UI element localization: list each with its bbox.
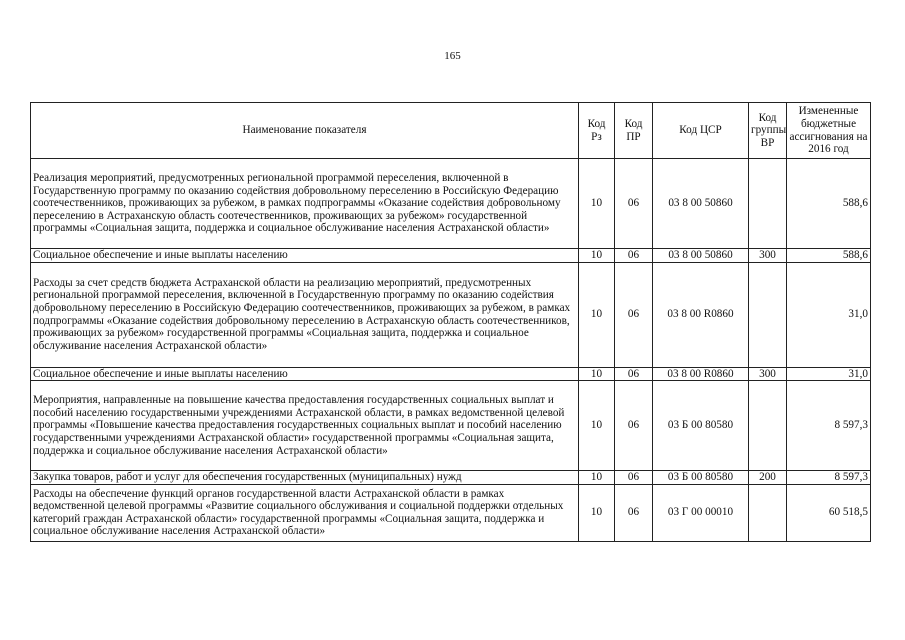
table-header-row xyxy=(31,103,871,159)
row-pr: 06 xyxy=(615,367,653,381)
row-rz: 10 xyxy=(579,381,615,471)
row-rz: 10 xyxy=(579,159,615,249)
row-sum: 8 597,3 xyxy=(787,381,871,471)
row-pr: 06 xyxy=(615,484,653,541)
table-row xyxy=(31,262,871,367)
row-pr: 06 xyxy=(615,262,653,367)
row-vr xyxy=(749,381,787,471)
row-csr: 03 Г 00 00010 xyxy=(653,484,749,541)
header-pr: Код ПР xyxy=(615,103,653,159)
table-row xyxy=(31,367,871,381)
budget-table xyxy=(30,102,871,542)
table-row xyxy=(31,381,871,471)
row-name: Реализация мероприятий, предусмотренных региональной программой переселения, включенной в Государственную программу по оказанию содействия добровольному переселению в Российскую Федерацию соотечественников, проживающих за рубежом, в рамках подпрограммы «Оказание содействия добровольному переселению в Астраханскую область соотечественников, проживающих за рубежом» государственной программы «Социальная защита, поддержка и социальное обслуживание населения Астраханской области» xyxy=(31,159,579,249)
row-sum: 31,0 xyxy=(787,262,871,367)
row-name: Социальное обеспечение и иные выплаты населению xyxy=(31,367,579,381)
row-vr: 300 xyxy=(749,249,787,263)
row-rz: 10 xyxy=(579,249,615,263)
row-pr: 06 xyxy=(615,249,653,263)
row-sum: 588,6 xyxy=(787,249,871,263)
row-csr: 03 Б 00 80580 xyxy=(653,381,749,471)
header-csr: Код ЦСР xyxy=(653,103,749,159)
row-csr: 03 Б 00 80580 xyxy=(653,471,749,485)
row-csr: 03 8 00 50860 xyxy=(653,159,749,249)
row-name: Закупка товаров, работ и услуг для обеспечения государственных (муниципальных) нужд xyxy=(31,471,579,485)
row-vr: 300 xyxy=(749,367,787,381)
header-name: Наименование показателя xyxy=(31,103,579,159)
row-rz: 10 xyxy=(579,471,615,485)
header-vr: Код группы ВР xyxy=(749,103,787,159)
table-row xyxy=(31,159,871,249)
header-rz: Код Рз xyxy=(579,103,615,159)
row-csr: 03 8 00 R0860 xyxy=(653,367,749,381)
row-pr: 06 xyxy=(615,381,653,471)
row-rz: 10 xyxy=(579,484,615,541)
row-name: Расходы за счет средств бюджета Астраханской области на реализацию мероприятий, предусмотренных региональной программой переселения, включенной в Государственную программу по оказанию содействия добровольному переселению в Российскую Федерацию соотечественников, проживающих за рубежом, в рамках подпрограммы «Оказание содействия добровольному переселению в Астраханскую область соотечественников, проживающих за рубежом» государственной программы «Социальная защита, поддержка и социальное обслуживание населения Астраханской области» xyxy=(31,262,579,367)
row-vr xyxy=(749,262,787,367)
row-sum: 588,6 xyxy=(787,159,871,249)
row-vr xyxy=(749,159,787,249)
page-number: 165 xyxy=(444,50,461,62)
table-row xyxy=(31,484,871,541)
row-sum: 60 518,5 xyxy=(787,484,871,541)
row-name: Расходы на обеспечение функций органов государственной власти Астраханской области в рамках ведомственной целевой программы «Развитие социального обслуживания и социальной поддержки отдельных категорий граждан Астраханской области» государственной программы «Социальная защита, поддержка и социальное обслуживание населения Астраханской области» xyxy=(31,484,579,541)
row-name: Мероприятия, направленные на повышение качества предоставления государственных социальных выплат и пособий населению государственными учреждениями Астраханской области, в рамках ведомственной целевой программы «Повышение качества предоставления государственных социальных выплат и пособий населению государственными учреждениями Астраханской области» государственной программы «Социальная защита, поддержка и социальное обслуживание населения Астраханской области» xyxy=(31,381,579,471)
row-rz: 10 xyxy=(579,262,615,367)
row-sum: 8 597,3 xyxy=(787,471,871,485)
row-pr: 06 xyxy=(615,471,653,485)
header-sum: Измененные бюджетные ассигнования на 2016 год xyxy=(787,103,871,159)
row-pr: 06 xyxy=(615,159,653,249)
row-name: Социальное обеспечение и иные выплаты населению xyxy=(31,249,579,263)
row-vr xyxy=(749,484,787,541)
row-csr: 03 8 00 50860 xyxy=(653,249,749,263)
row-vr: 200 xyxy=(749,471,787,485)
table-row xyxy=(31,249,871,263)
row-csr: 03 8 00 R0860 xyxy=(653,262,749,367)
row-rz: 10 xyxy=(579,367,615,381)
table-row xyxy=(31,471,871,485)
row-sum: 31,0 xyxy=(787,367,871,381)
